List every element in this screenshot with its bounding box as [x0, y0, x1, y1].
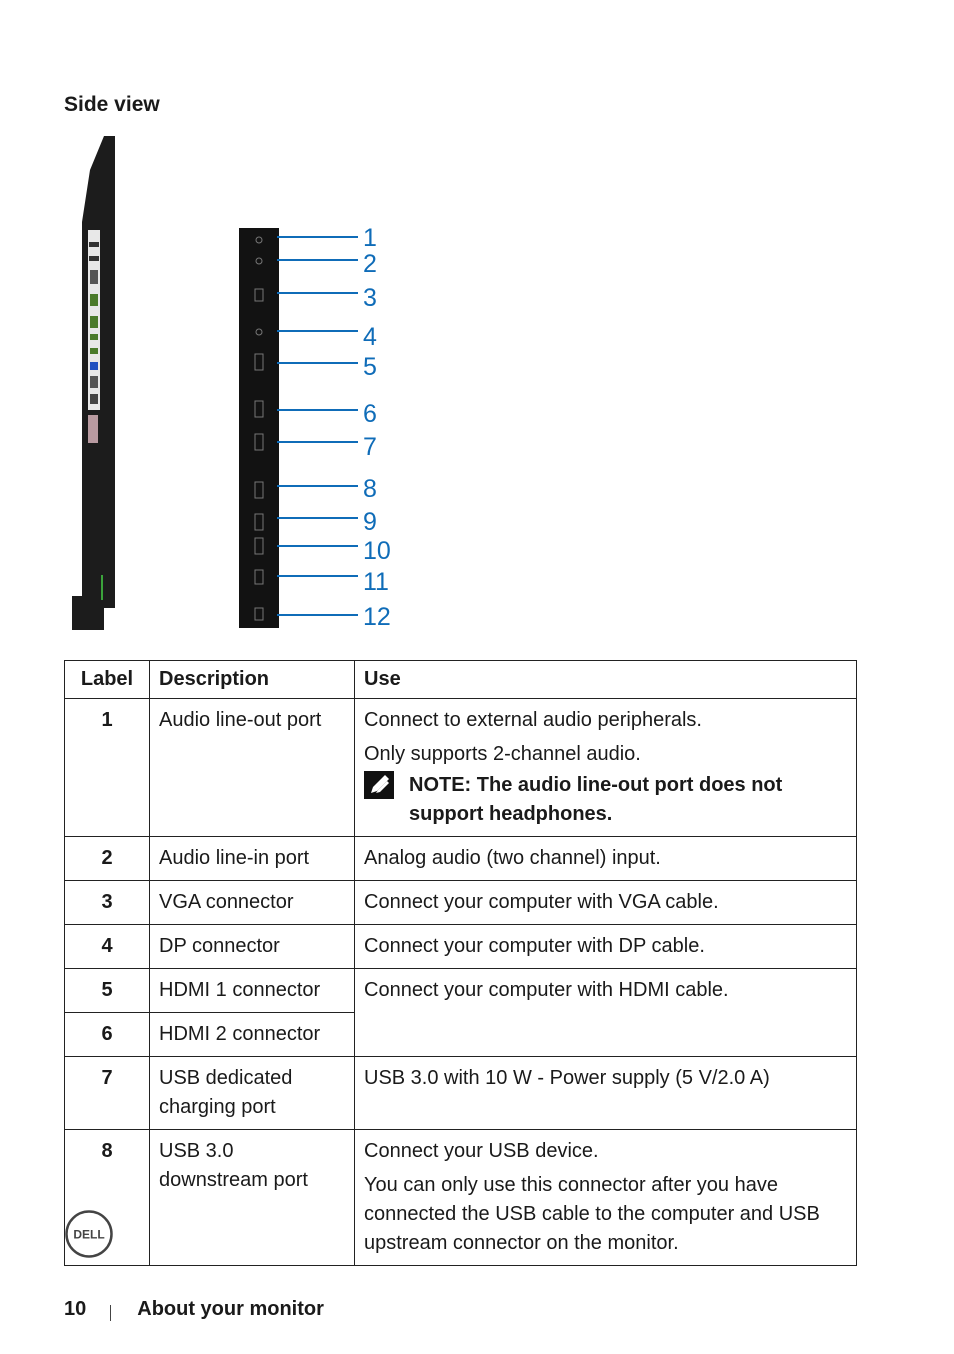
callout-number: 1: [363, 224, 377, 252]
row-use: [355, 1130, 857, 1266]
callout-number: 3: [363, 284, 377, 312]
table-row: [65, 969, 857, 1013]
row-use: [355, 699, 857, 837]
section-title: Side view: [64, 93, 160, 116]
use-text: Connect your USB device.: [364, 1140, 599, 1162]
note-body: The audio line-out port does not support headphones.: [409, 774, 783, 825]
table-row: [65, 837, 857, 881]
page-number: 10: [64, 1298, 87, 1320]
row-description: Audio line-in port: [150, 837, 355, 881]
row-use: USB 3.0 with 10 W - Power supply (5 V/2.0 A): [355, 1057, 857, 1130]
use-text: Only supports 2-channel audio.: [364, 743, 641, 765]
table-header-row: [65, 661, 857, 699]
row-label: 3: [65, 881, 150, 925]
header-description: Description: [150, 661, 355, 699]
footer-separator: [110, 1305, 111, 1321]
row-use: Connect your computer with VGA cable.: [355, 881, 857, 925]
callout-number: 4: [363, 323, 377, 351]
dell-logo: [64, 1209, 114, 1259]
callout-number: 7: [363, 433, 377, 461]
row-use: Analog audio (two channel) input.: [355, 837, 857, 881]
row-description: USB dedicated charging port: [150, 1057, 355, 1130]
row-description: HDMI 2 connector: [150, 1013, 355, 1057]
row-description: DP connector: [150, 925, 355, 969]
row-label: 6: [65, 1013, 150, 1057]
logo-wordmark: DELL: [73, 1227, 105, 1242]
row-label: 4: [65, 925, 150, 969]
row-label: 8: [65, 1130, 150, 1266]
note-prefix: NOTE:: [409, 774, 472, 796]
row-label: 7: [65, 1057, 150, 1130]
row-label: 2: [65, 837, 150, 881]
row-label: 1: [65, 699, 150, 837]
row-description: Audio line-out port: [150, 699, 355, 837]
callout-number: 8: [363, 475, 377, 503]
row-description: HDMI 1 connector: [150, 969, 355, 1013]
table-row: [65, 881, 857, 925]
callout-number: 10: [363, 537, 391, 565]
use-text: You can only use this connector after you have connected the USB cable to the computer and USB upstream connector on the monitor.: [364, 1174, 820, 1254]
header-label: Label: [65, 661, 150, 699]
table-row: [65, 699, 857, 837]
row-description: VGA connector: [150, 881, 355, 925]
note-block: [364, 771, 847, 829]
note-pencil-icon: [364, 771, 394, 799]
port-table: [64, 660, 857, 1266]
callout-number: 12: [363, 603, 391, 631]
callout-number: 2: [363, 250, 377, 278]
header-use: Use: [355, 661, 857, 699]
callout-number: 11: [363, 568, 389, 596]
callout-number: 5: [363, 353, 377, 381]
row-label: 5: [65, 969, 150, 1013]
row-use: Connect your computer with HDMI cable.: [355, 969, 857, 1057]
table-row: [65, 925, 857, 969]
section-name: About your monitor: [137, 1298, 324, 1320]
page-footer: [64, 1298, 324, 1321]
table-row: [65, 1057, 857, 1130]
row-description: USB 3.0 downstream port: [150, 1130, 355, 1266]
use-text: Connect to external audio peripherals.: [364, 709, 702, 731]
callout-number: 6: [363, 400, 377, 428]
callout-number: 9: [363, 508, 377, 536]
row-use: Connect your computer with DP cable.: [355, 925, 857, 969]
table-row: [65, 1130, 857, 1266]
note-text: [409, 771, 847, 829]
